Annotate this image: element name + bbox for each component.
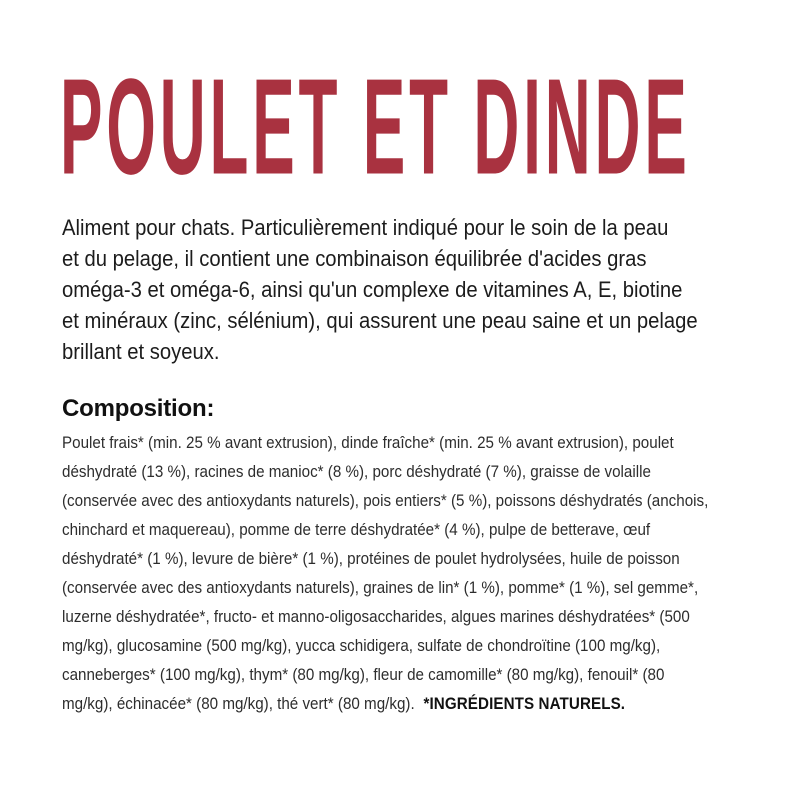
description-paragraph: [62, 212, 698, 367]
composition-line: (conservée avec des antioxydants naturels), graines de lin* (1 %), pomme* (1 %), sel gemme*,: [62, 579, 699, 597]
description-line: et minéraux (zinc, sélénium), qui assurent une peau saine et un pelage: [62, 308, 698, 333]
description-line: oméga-3 et oméga-6, ainsi qu'un complexe de vitamines A, E, biotine: [62, 277, 683, 302]
natural-ingredients-note: *INGRÉDIENTS NATURELS.: [423, 695, 626, 713]
composition-text: [62, 429, 708, 719]
composition-line: déshydraté* (1 %), levure de bière* (1 %), protéines de poulet hydrolysées, huile de poisson: [62, 550, 680, 568]
composition-heading: Composition:: [62, 395, 215, 422]
product-title-text: POULET ET DINDE: [60, 49, 691, 203]
composition-line: mg/kg), glucosamine (500 mg/kg), yucca schidigera, sulfate de chondroïtine (100 mg/kg),: [62, 637, 661, 655]
composition-line-normal: mg/kg), échinacée* (80 mg/kg), thé vert* (80 mg/kg).: [62, 695, 415, 713]
composition-line: canneberges* (100 mg/kg), thym* (80 mg/kg), fleur de camomille* (80 mg/kg), fenouil* (80: [62, 666, 665, 684]
description-line: brillant et soyeux.: [62, 339, 220, 364]
composition-line: (conservée avec des antioxydants naturels), pois entiers* (5 %), poissons déshydratés (anchois,: [62, 492, 709, 510]
description-line: Aliment pour chats. Particulièrement indiqué pour le soin de la peau: [62, 215, 669, 240]
composition-last-line: [62, 690, 708, 719]
composition-line: Poulet frais* (min. 25 % avant extrusion), dinde fraîche* (min. 25 % avant extrusion), poulet: [62, 434, 674, 452]
composition-line: chinchard et maquereau), pomme de terre déshydratée* (4 %), pulpe de betterave, œuf: [62, 521, 651, 539]
composition-line: déshydraté (13 %), racines de manioc* (8 %), porc déshydraté (7 %), graisse de volaille: [62, 463, 651, 481]
description-line: et du pelage, il contient une combinaison équilibrée d'acides gras: [62, 246, 647, 271]
composition-line: luzerne déshydratée*, fructo- et manno-oligosaccharides, algues marines déshydratées* (500: [62, 608, 690, 626]
product-title: [60, 49, 760, 203]
